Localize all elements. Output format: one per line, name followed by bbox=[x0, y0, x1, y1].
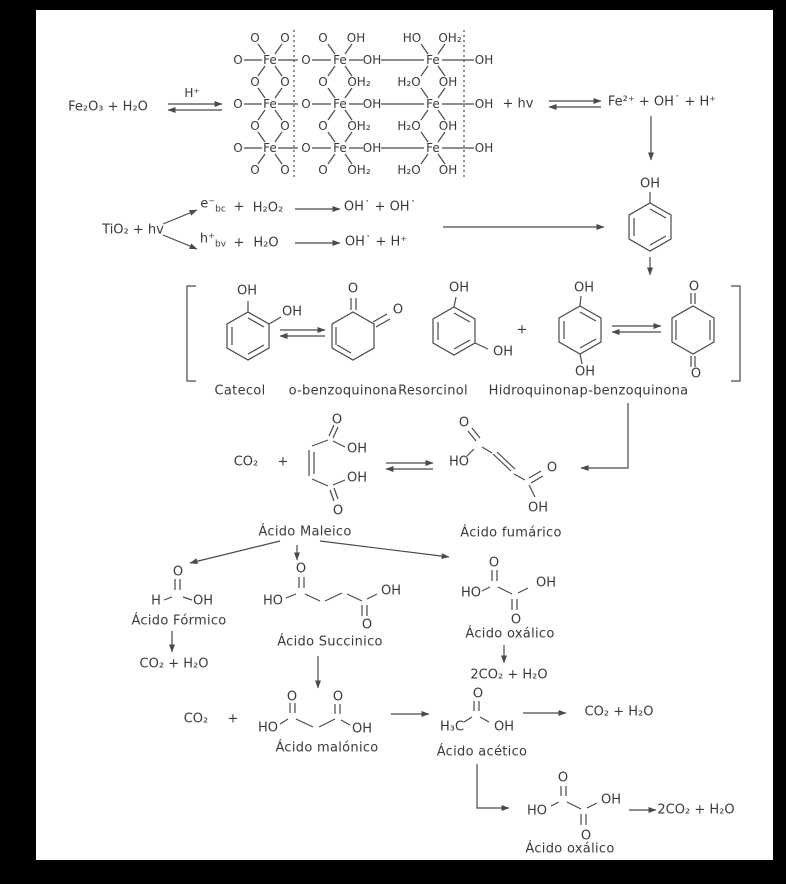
fumaric-o-right: O bbox=[546, 460, 558, 476]
cluster-ligand-ho: HO bbox=[402, 31, 422, 45]
label-hidroquinona: Hidroquinona bbox=[488, 383, 580, 399]
cluster-ligand-oh: OH bbox=[438, 75, 458, 89]
cluster-ligand-oh2: OH₂ bbox=[347, 75, 371, 89]
cluster-fe: Fe bbox=[263, 97, 277, 111]
cluster-ligand-o: O bbox=[301, 53, 311, 67]
proton-label: H⁺ bbox=[184, 86, 200, 100]
plus-sign: + bbox=[233, 199, 245, 215]
acetic-o: O bbox=[472, 686, 484, 702]
cluster-ligand-o: O bbox=[250, 75, 260, 89]
label-acido-oxalico-2: Ácido oxálico bbox=[525, 841, 615, 857]
pbq-o-top: O bbox=[688, 279, 700, 295]
cluster-ligand-o: O bbox=[233, 53, 243, 67]
label-acido-succinico: Ácido Succinico bbox=[277, 634, 383, 650]
oxalic2-ho: HO bbox=[526, 803, 548, 819]
oxalic1-o-bottom: O bbox=[510, 612, 522, 628]
cluster-ligand-o: O bbox=[318, 75, 328, 89]
formula-co2: CO₂ bbox=[233, 454, 259, 470]
malonic-o-right: O bbox=[332, 689, 344, 705]
cluster-ligand-oh: OH bbox=[438, 119, 458, 133]
succinic-oh: OH bbox=[380, 583, 402, 599]
formula-co2-h2o: CO₂ + H₂O bbox=[139, 656, 209, 672]
plus-hv-label: + hv bbox=[502, 96, 534, 112]
formula-h2o2: H₂O₂ bbox=[252, 200, 284, 216]
fumaric-oh: OH bbox=[527, 500, 549, 516]
cluster-bridge-oh: OH bbox=[362, 97, 382, 111]
formula-tio2-hv: TiO₂ + hv bbox=[102, 222, 164, 238]
cluster-fe: Fe bbox=[426, 97, 440, 111]
formic-h: H bbox=[151, 593, 161, 609]
label-acido-oxalico-1: Ácido oxálico bbox=[465, 626, 555, 642]
formula-co2-h2o: CO₂ + H₂O bbox=[584, 704, 654, 720]
cluster-ligand-h2o: H₂O bbox=[397, 119, 421, 133]
cluster-bridge-oh: OH bbox=[362, 53, 382, 67]
cluster-ligand-o: O bbox=[280, 163, 290, 177]
cluster-ligand-o: O bbox=[280, 119, 290, 133]
formula-oh-oh-radicals: OH˙ + OH˙ bbox=[343, 199, 417, 215]
formula-fe2-oh-h: Fe²⁺ + OH˙ + H⁺ bbox=[607, 94, 717, 110]
cluster-ligand-h2o: H₂O bbox=[397, 163, 421, 177]
cluster-ligand-o: O bbox=[318, 119, 328, 133]
formula-2co2-h2o: 2CO₂ + H₂O bbox=[470, 667, 548, 683]
label-acido-malonico: Ácido malónico bbox=[275, 740, 379, 756]
cluster-surface-oh: OH bbox=[474, 53, 494, 67]
cluster-fe: Fe bbox=[333, 141, 347, 155]
cluster-surface-oh: OH bbox=[474, 141, 494, 155]
formula-co2: CO₂ bbox=[183, 711, 209, 727]
label-acido-maleico: Ácido Maleico bbox=[258, 524, 352, 540]
pbq-o-bottom: O bbox=[690, 366, 702, 382]
oxalic1-ho: HO bbox=[460, 585, 482, 601]
oxalic2-o-bottom: O bbox=[580, 828, 592, 844]
cluster-ligand-o: O bbox=[301, 97, 311, 111]
cluster-surface-oh: OH bbox=[474, 97, 494, 111]
plus-sign: + bbox=[233, 235, 245, 251]
maleic-oh-1: OH bbox=[346, 441, 368, 457]
hole-bv-label: $h^+_{bv}$ bbox=[199, 231, 227, 250]
cluster-fe: Fe bbox=[333, 53, 347, 67]
malonic-ho: HO bbox=[257, 720, 279, 736]
cluster-ligand-oh2: OH₂ bbox=[347, 119, 371, 133]
cluster-ligand-oh: OH bbox=[438, 163, 458, 177]
succinic-o-bottom: O bbox=[361, 617, 373, 633]
cluster-ligand-o: O bbox=[318, 163, 328, 177]
maleic-o-bottom: O bbox=[332, 503, 344, 519]
resorcinol-oh-top: OH bbox=[448, 280, 470, 296]
maleic-oh-2: OH bbox=[346, 470, 368, 486]
cluster-ligand-o: O bbox=[301, 141, 311, 155]
plus-sign: + bbox=[277, 454, 289, 470]
label-acido-acetico: Ácido acético bbox=[436, 744, 528, 760]
catecol-oh-right: OH bbox=[281, 304, 303, 320]
oxalic2-o-top: O bbox=[557, 770, 569, 786]
label-acido-fumarico: Ácido fumárico bbox=[460, 525, 562, 541]
catecol-oh-top: OH bbox=[236, 283, 258, 299]
fumaric-o-top: O bbox=[458, 415, 470, 431]
cluster-bridge-oh: OH bbox=[362, 141, 382, 155]
acetic-oh: OH bbox=[493, 719, 515, 735]
acetic-h3c: H₃C bbox=[439, 719, 465, 735]
oxalic2-oh: OH bbox=[600, 792, 622, 808]
malonic-oh: OH bbox=[351, 721, 373, 737]
oxalic1-o-top: O bbox=[488, 555, 500, 571]
plus-sign: + bbox=[516, 322, 528, 338]
cluster-fe: Fe bbox=[333, 97, 347, 111]
cluster-ligand-oh: OH bbox=[346, 31, 366, 45]
formula-h2o: H₂O bbox=[253, 235, 279, 251]
cluster-fe: Fe bbox=[426, 53, 440, 67]
cluster-ligand-o: O bbox=[250, 163, 260, 177]
cluster-fe: Fe bbox=[263, 141, 277, 155]
resorcinol-oh-bottom: OH bbox=[492, 344, 514, 360]
maleic-o-top: O bbox=[331, 412, 343, 428]
formic-o: O bbox=[172, 564, 184, 580]
cluster-ligand-oh2: OH₂ bbox=[347, 163, 371, 177]
cluster-ligand-o: O bbox=[250, 31, 260, 45]
succinic-ho: HO bbox=[262, 593, 284, 609]
cluster-fe: Fe bbox=[426, 141, 440, 155]
label-o-benzoquinona: o-benzoquinona bbox=[288, 383, 398, 399]
obq-o-right: O bbox=[392, 302, 404, 318]
formula-2co2-h2o: 2CO₂ + H₂O bbox=[657, 802, 735, 818]
cluster-ligand-h2o: H₂O bbox=[397, 75, 421, 89]
cluster-ligand-oh2: OH₂ bbox=[438, 31, 462, 45]
fumaric-ho: HO bbox=[448, 454, 470, 470]
obq-o-top: O bbox=[347, 281, 359, 297]
electron-bc-label: $e^-_{bc}$ bbox=[200, 196, 226, 215]
malonic-o-left: O bbox=[286, 689, 298, 705]
formula-oh-h-radicals: OH˙ + H⁺ bbox=[344, 234, 408, 250]
succinic-o-top: O bbox=[295, 561, 307, 577]
hidroquinona-oh-top: OH bbox=[573, 280, 595, 296]
formula-fe2o3-h2o: Fe₂O₃ + H₂O bbox=[68, 99, 148, 115]
label-acido-formico: Ácido Fórmico bbox=[131, 613, 227, 629]
cluster-fe: Fe bbox=[263, 53, 277, 67]
label-resorcinol: Resorcinol bbox=[398, 383, 468, 399]
label-catecol: Catecol bbox=[214, 383, 266, 399]
cluster-ligand-o: O bbox=[233, 97, 243, 111]
hidroquinona-oh-bottom: OH bbox=[574, 364, 596, 380]
cluster-ligand-o: O bbox=[280, 31, 290, 45]
cluster-ligand-o: O bbox=[250, 119, 260, 133]
phenol-oh: OH bbox=[639, 176, 661, 192]
formic-oh: OH bbox=[192, 593, 214, 609]
plus-sign: + bbox=[227, 711, 239, 727]
cluster-ligand-o: O bbox=[318, 31, 328, 45]
cluster-ligand-o: O bbox=[280, 75, 290, 89]
oxalic1-oh: OH bbox=[535, 575, 557, 591]
label-p-benzoquinona: p-benzoquinona bbox=[579, 383, 689, 399]
cluster-ligand-o: O bbox=[233, 141, 243, 155]
